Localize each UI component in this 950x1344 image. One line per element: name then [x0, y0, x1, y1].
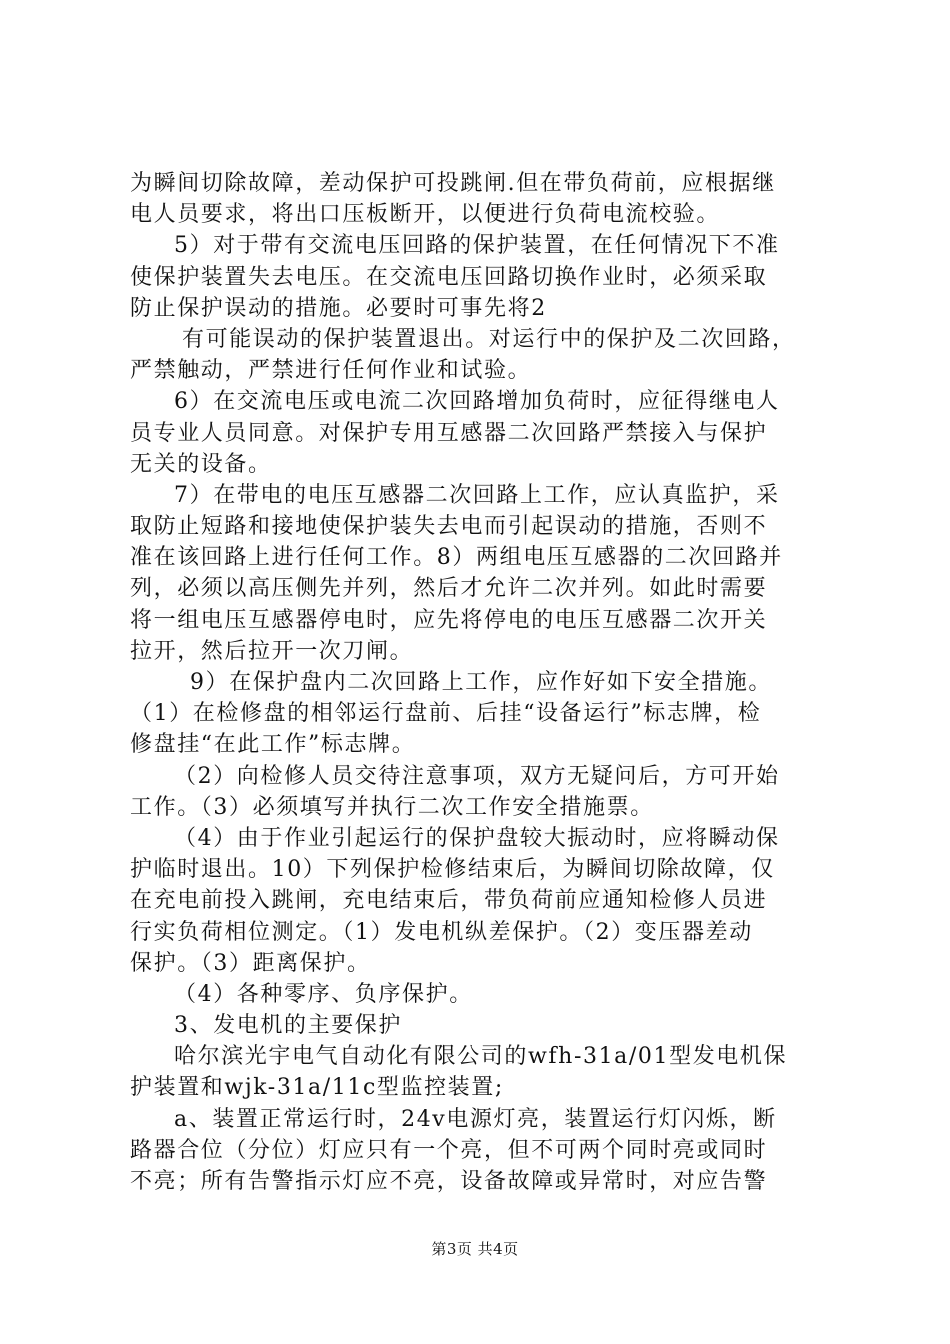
text-line: 拉开，然后拉开一次刀闸。 — [130, 638, 414, 664]
text-line: 严禁触动，严禁进行任何作业和试验。 — [130, 358, 532, 384]
page-number-footer: 第3页 共4页 — [431, 1240, 519, 1258]
text-line: 护装置和wjk-31a/11c型监控装置; — [130, 1075, 504, 1101]
text-line: 3、发电机的主要保护 — [174, 1013, 402, 1039]
text-line: a、装置正常运行时，24v电源灯亮，装置运行灯闪烁，断 — [174, 1106, 777, 1132]
text-line: 不亮；所有告警指示灯应不亮，设备故障或异常时，对应告警 — [130, 1169, 768, 1194]
text-line: （2）向检修人员交待注意事项，双方无疑问后，方可开始 — [174, 763, 780, 789]
text-line: 准在该回路上进行任何工作。8）两组电压互感器的二次回路并 — [130, 545, 783, 571]
text-line: 列，必须以高压侧先并列，然后才允许二次并列。如此时需要 — [130, 576, 768, 602]
text-line: 有可能误动的保护装置退出。对运行中的保护及二次回路， — [182, 326, 796, 352]
text-line: 为瞬间切除故障，差动保护可投跳闸.但在带负荷前，应根据继 — [130, 171, 776, 196]
text-line: 工作。（3）必须填写并执行二次工作安全措施票。 — [130, 794, 654, 820]
text-line: 7）在带电的电压互感器二次回路上工作，应认真监护，采 — [174, 482, 780, 508]
text-line: 行实负荷相位测定。（1）发电机纵差保护。（2）变压器差动 — [130, 919, 753, 945]
text-line: 将一组电压互感器停电时，应先将停电的电压互感器二次开关 — [130, 607, 768, 633]
text-line: 取防止短路和接地使保护装失去电而引起误动的措施，否则不 — [130, 514, 768, 540]
text-line: 在充电前投入跳闸，充电结束后，带负荷前应通知检修人员进 — [130, 888, 768, 914]
text-line: 哈尔滨光宇电气自动化有限公司的wfh-31a/01型发电机保 — [174, 1044, 788, 1070]
document-body — [130, 168, 830, 1197]
text-line: 5）对于带有交流电压回路的保护装置，在任何情况下不准 — [174, 233, 780, 259]
text-line: （4）各种零序、负序保护。 — [174, 981, 473, 1007]
text-line: （4）由于作业引起运行的保护盘较大振动时，应将瞬动保 — [174, 825, 780, 851]
text-line: 9）在保护盘内二次回路上工作，应作好如下安全措施。 — [190, 670, 772, 695]
text-line: 修盘挂“在此工作”标志牌。 — [130, 732, 416, 758]
text-line: 员专业人员同意。对保护专用互感器二次回路严禁接入与保护 — [130, 420, 768, 446]
text-line: 保护。（3）距离保护。 — [130, 950, 371, 976]
text-line: 路器合位（分位）灯应只有一个亮，但不可两个同时亮或同时 — [130, 1137, 768, 1163]
text-line: 电人员要求，将出口压板断开，以便进行负荷电流校验。 — [130, 202, 721, 228]
text-line: 护临时退出。10）下列保护检修结束后，为瞬间切除故障，仅 — [130, 857, 775, 883]
text-line: （1）在检修盘的相邻运行盘前、后挂“设备运行”标志牌，检 — [130, 701, 762, 727]
text-line: 防止保护误动的措施。必要时可事先将2 — [130, 295, 547, 321]
text-line: 无关的设备。 — [130, 451, 272, 477]
text-line: 6）在交流电压或电流二次回路增加负荷时，应征得继电人 — [174, 389, 780, 415]
text-line: 使保护装置失去电压。在交流电压回路切换作业时，必须采取 — [130, 264, 768, 290]
